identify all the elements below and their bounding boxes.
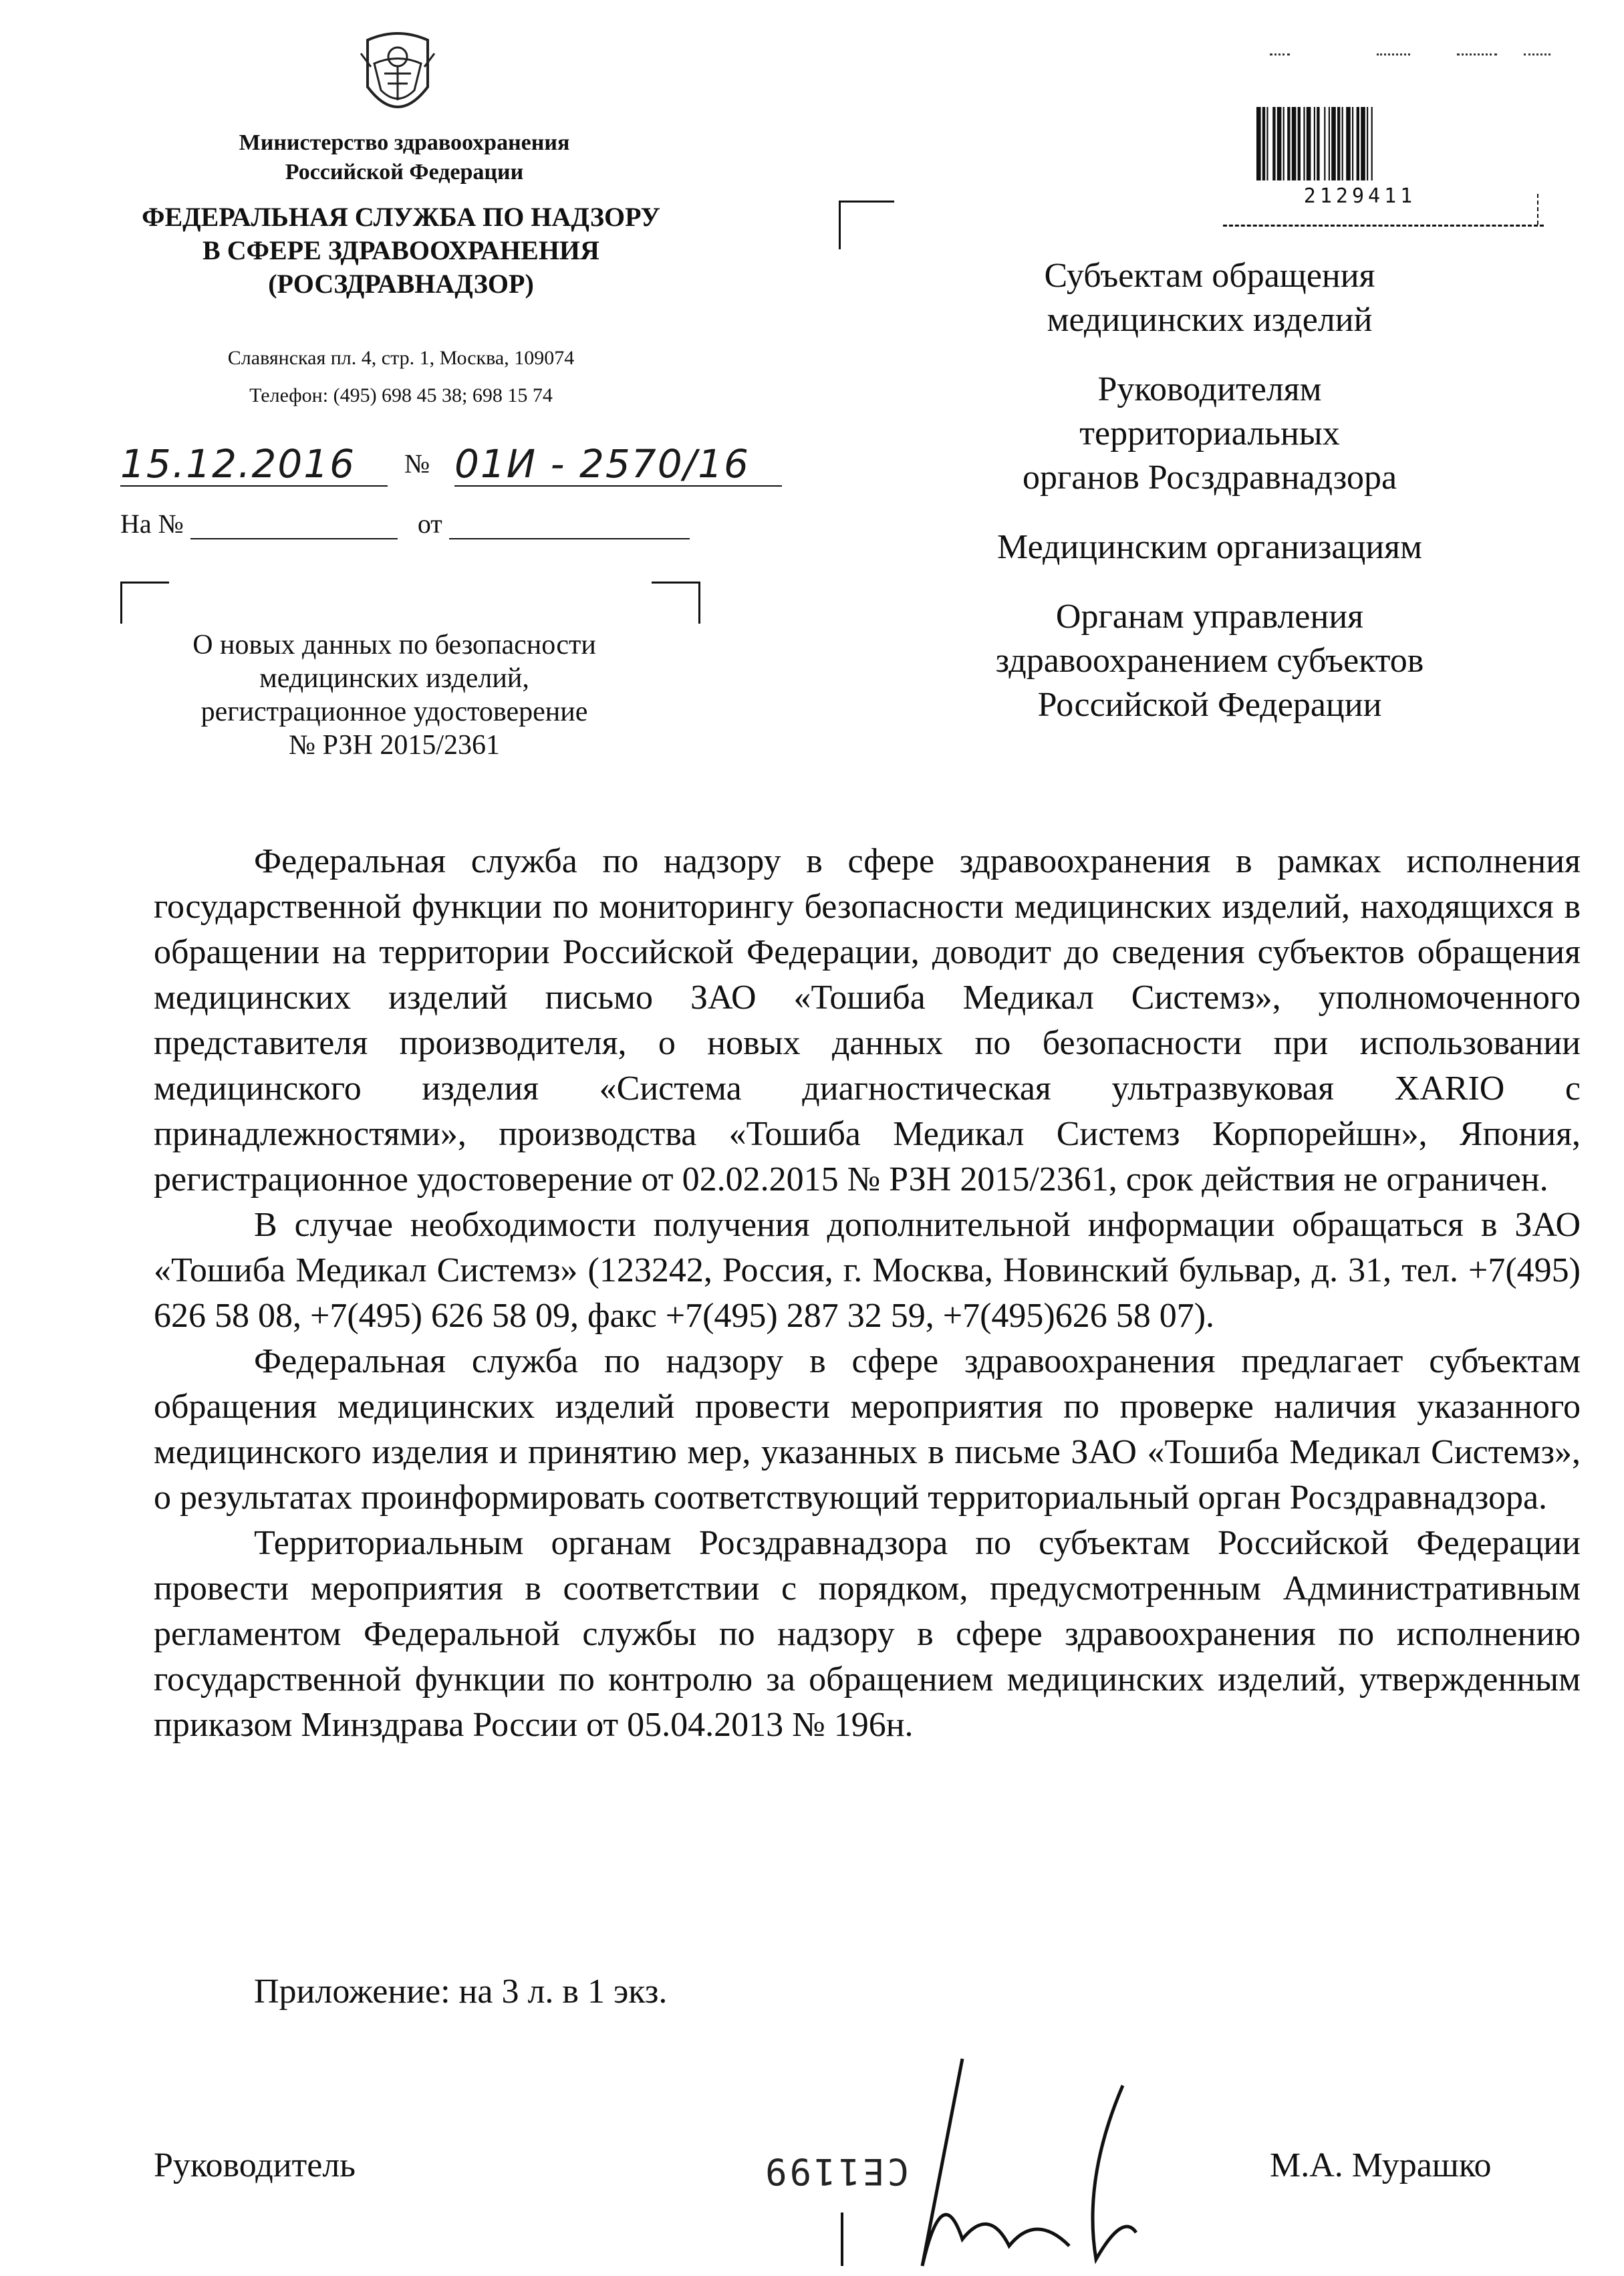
service-name <box>100 201 702 301</box>
barcode-bar <box>1329 107 1330 180</box>
barcode-bar <box>1352 107 1353 180</box>
barcode-bar <box>1337 107 1340 180</box>
barcode-bar <box>1277 107 1282 180</box>
service-line: ФЕДЕРАЛЬНАЯ СЛУЖБА ПО НАДЗОРУ <box>142 202 660 232</box>
corner-bracket <box>652 582 700 624</box>
recipient-line: Органам управления <box>1055 598 1364 636</box>
barcode-bar <box>1303 107 1305 180</box>
recipients-block <box>909 254 1510 753</box>
reply-reference-line <box>120 508 708 539</box>
body-paragraph: В случае необходимости получения дополнительной информации обращаться в ЗАО «Тошиба Медикал Системз» (123242, Россия, г. Москва, Новинский бульвар, д. 31, тел. +7(495) 626 58 08, +7(495) 626 58 09, факс +7(495) 287 32 59, +7(495)626 58 07). <box>154 1206 1581 1335</box>
recipient-line: здравоохранением субъектов <box>995 642 1424 680</box>
barcode-bar <box>1357 107 1359 180</box>
recipient-group <box>909 525 1510 570</box>
scan-mark <box>1377 53 1410 55</box>
barcode-bar <box>1346 107 1351 180</box>
number-underline <box>454 485 782 487</box>
barcode-separator <box>1223 225 1544 227</box>
body-paragraph: Федеральная служба по надзору в сфере здравоохранения в рамках исполнения государственной функции по мониторингу безопасности медицинских изделий, находящихся в обращении на территории Российской Федерации, доводит до сведения субъектов обращения медицинских изделий письмо ЗАО «Тошиба Медикал Системз», уполномоченного представителя производителя, о новых данных по безопасности при использовании медицинского изделия «Система диагностическая ультразвуковая XARIO с принадлежностями», производства «Тошиба Медикал Системз Корпорейшн», Япония, регистрационное удостоверение от 02.02.2015 № РЗН 2015/2361, срок действия не ограничен. <box>154 842 1581 1198</box>
from-label: от <box>417 509 442 539</box>
reply-label: На № <box>120 509 184 539</box>
barcode-bar <box>1287 107 1290 180</box>
reply-number-field <box>190 515 398 539</box>
handwritten-signature <box>722 2045 1190 2273</box>
signatory-title: Руководитель <box>154 2146 356 2184</box>
service-line: В СФЕРЕ ЗДРАВООХРАНЕНИЯ <box>202 235 599 265</box>
barcode-side-tick <box>1537 194 1538 225</box>
address-line: Телефон: (495) 698 45 38; 698 15 74 <box>249 384 553 406</box>
subject-line: регистрационное удостоверение <box>200 697 588 727</box>
barcode <box>1256 107 1464 187</box>
recipient-line: Медицинским организациям <box>997 528 1422 566</box>
attachment-note: Приложение: на 3 л. в 1 экз. <box>254 1973 668 2011</box>
signatory-name: М.А. Мурашко <box>1270 2146 1492 2184</box>
coat-of-arms-emblem <box>348 27 448 127</box>
registration-line <box>120 441 822 495</box>
barcode-bar <box>1317 107 1319 180</box>
reply-date-field <box>449 515 690 539</box>
subject-line: О новых данных по безопасности <box>192 630 596 660</box>
barcode-bar <box>1283 107 1284 180</box>
recipient-line: Субъектам обращения <box>1044 257 1375 295</box>
ministry-line: Министерство здравоохранения <box>239 130 570 155</box>
barcode-bar <box>1371 107 1373 180</box>
signature-stamp-number: СЕ1199 <box>762 2150 909 2192</box>
recipient-line: Российской Федерации <box>1037 686 1382 724</box>
address-line: Славянская пл. 4, стр. 1, Москва, 109074 <box>227 347 575 369</box>
barcode-bar <box>1367 107 1368 180</box>
subject-line: медицинских изделий, <box>259 663 529 694</box>
barcode-bar <box>1324 107 1325 180</box>
letter-body <box>154 839 1581 1748</box>
barcode-bar <box>1342 107 1343 180</box>
letter-subject <box>134 628 655 762</box>
corner-bracket <box>120 582 169 624</box>
barcode-number: 2129411 <box>1303 184 1417 208</box>
body-paragraph: Территориальным органам Росздравнадзора по субъектам Российской Федерации провести мероприятия в соответствии с порядком, предусмотренным Административным регламентом Федеральной службы по надзору в сфере здравоохранения по исполнению государственной функции по контролю за обращением медицинских изделий, утвержденным приказом Минздрава России от 05.04.2013 № 196н. <box>154 1524 1581 1744</box>
scan-mark <box>1524 53 1550 55</box>
body-paragraph: Федеральная служба по надзору в сфере здравоохранения предлагает субъектам обращения медицинских изделий провести мероприятия по проверке наличия указанного медицинского изделия и принятию мер, указанных в письме ЗАО «Тошиба Медикал Системз», о результатах проинформировать соответствующий территориальный орган Росздравнадзора. <box>154 1342 1581 1517</box>
barcode-bar <box>1361 107 1365 180</box>
barcode-bar <box>1307 107 1311 180</box>
date-underline <box>120 485 388 487</box>
barcode-bar <box>1256 107 1261 180</box>
barcode-bar <box>1314 107 1315 180</box>
barcode-bar <box>1262 107 1265 180</box>
handwritten-number: 01И - 2570/16 <box>454 441 750 487</box>
recipient-line: медицинских изделий <box>1047 301 1373 339</box>
address-block <box>134 340 668 414</box>
scan-mark <box>1270 53 1290 55</box>
number-sign: № <box>404 449 430 479</box>
barcode-bar <box>1298 107 1301 180</box>
barcode-bar <box>1272 107 1275 180</box>
ministry-line: Российской Федерации <box>285 160 524 184</box>
barcode-bar <box>1331 107 1336 180</box>
barcode-bar <box>1292 107 1297 180</box>
ministry-name <box>200 128 608 187</box>
service-line: (РОСЗДРАВНАДЗОР) <box>268 269 534 299</box>
recipient-line: органов Росздравнадзора <box>1022 459 1397 497</box>
corner-bracket <box>839 201 894 249</box>
recipient-group <box>909 595 1510 727</box>
subject-line: № РЗН 2015/2361 <box>289 730 500 761</box>
recipient-line: территориальных <box>1079 414 1340 453</box>
recipient-line: Руководителям <box>1097 370 1322 408</box>
recipient-group <box>909 254 1510 342</box>
scan-mark <box>1457 53 1497 55</box>
recipient-group <box>909 368 1510 500</box>
barcode-bar <box>1266 107 1268 180</box>
handwritten-date: 15.12.2016 <box>120 441 356 487</box>
